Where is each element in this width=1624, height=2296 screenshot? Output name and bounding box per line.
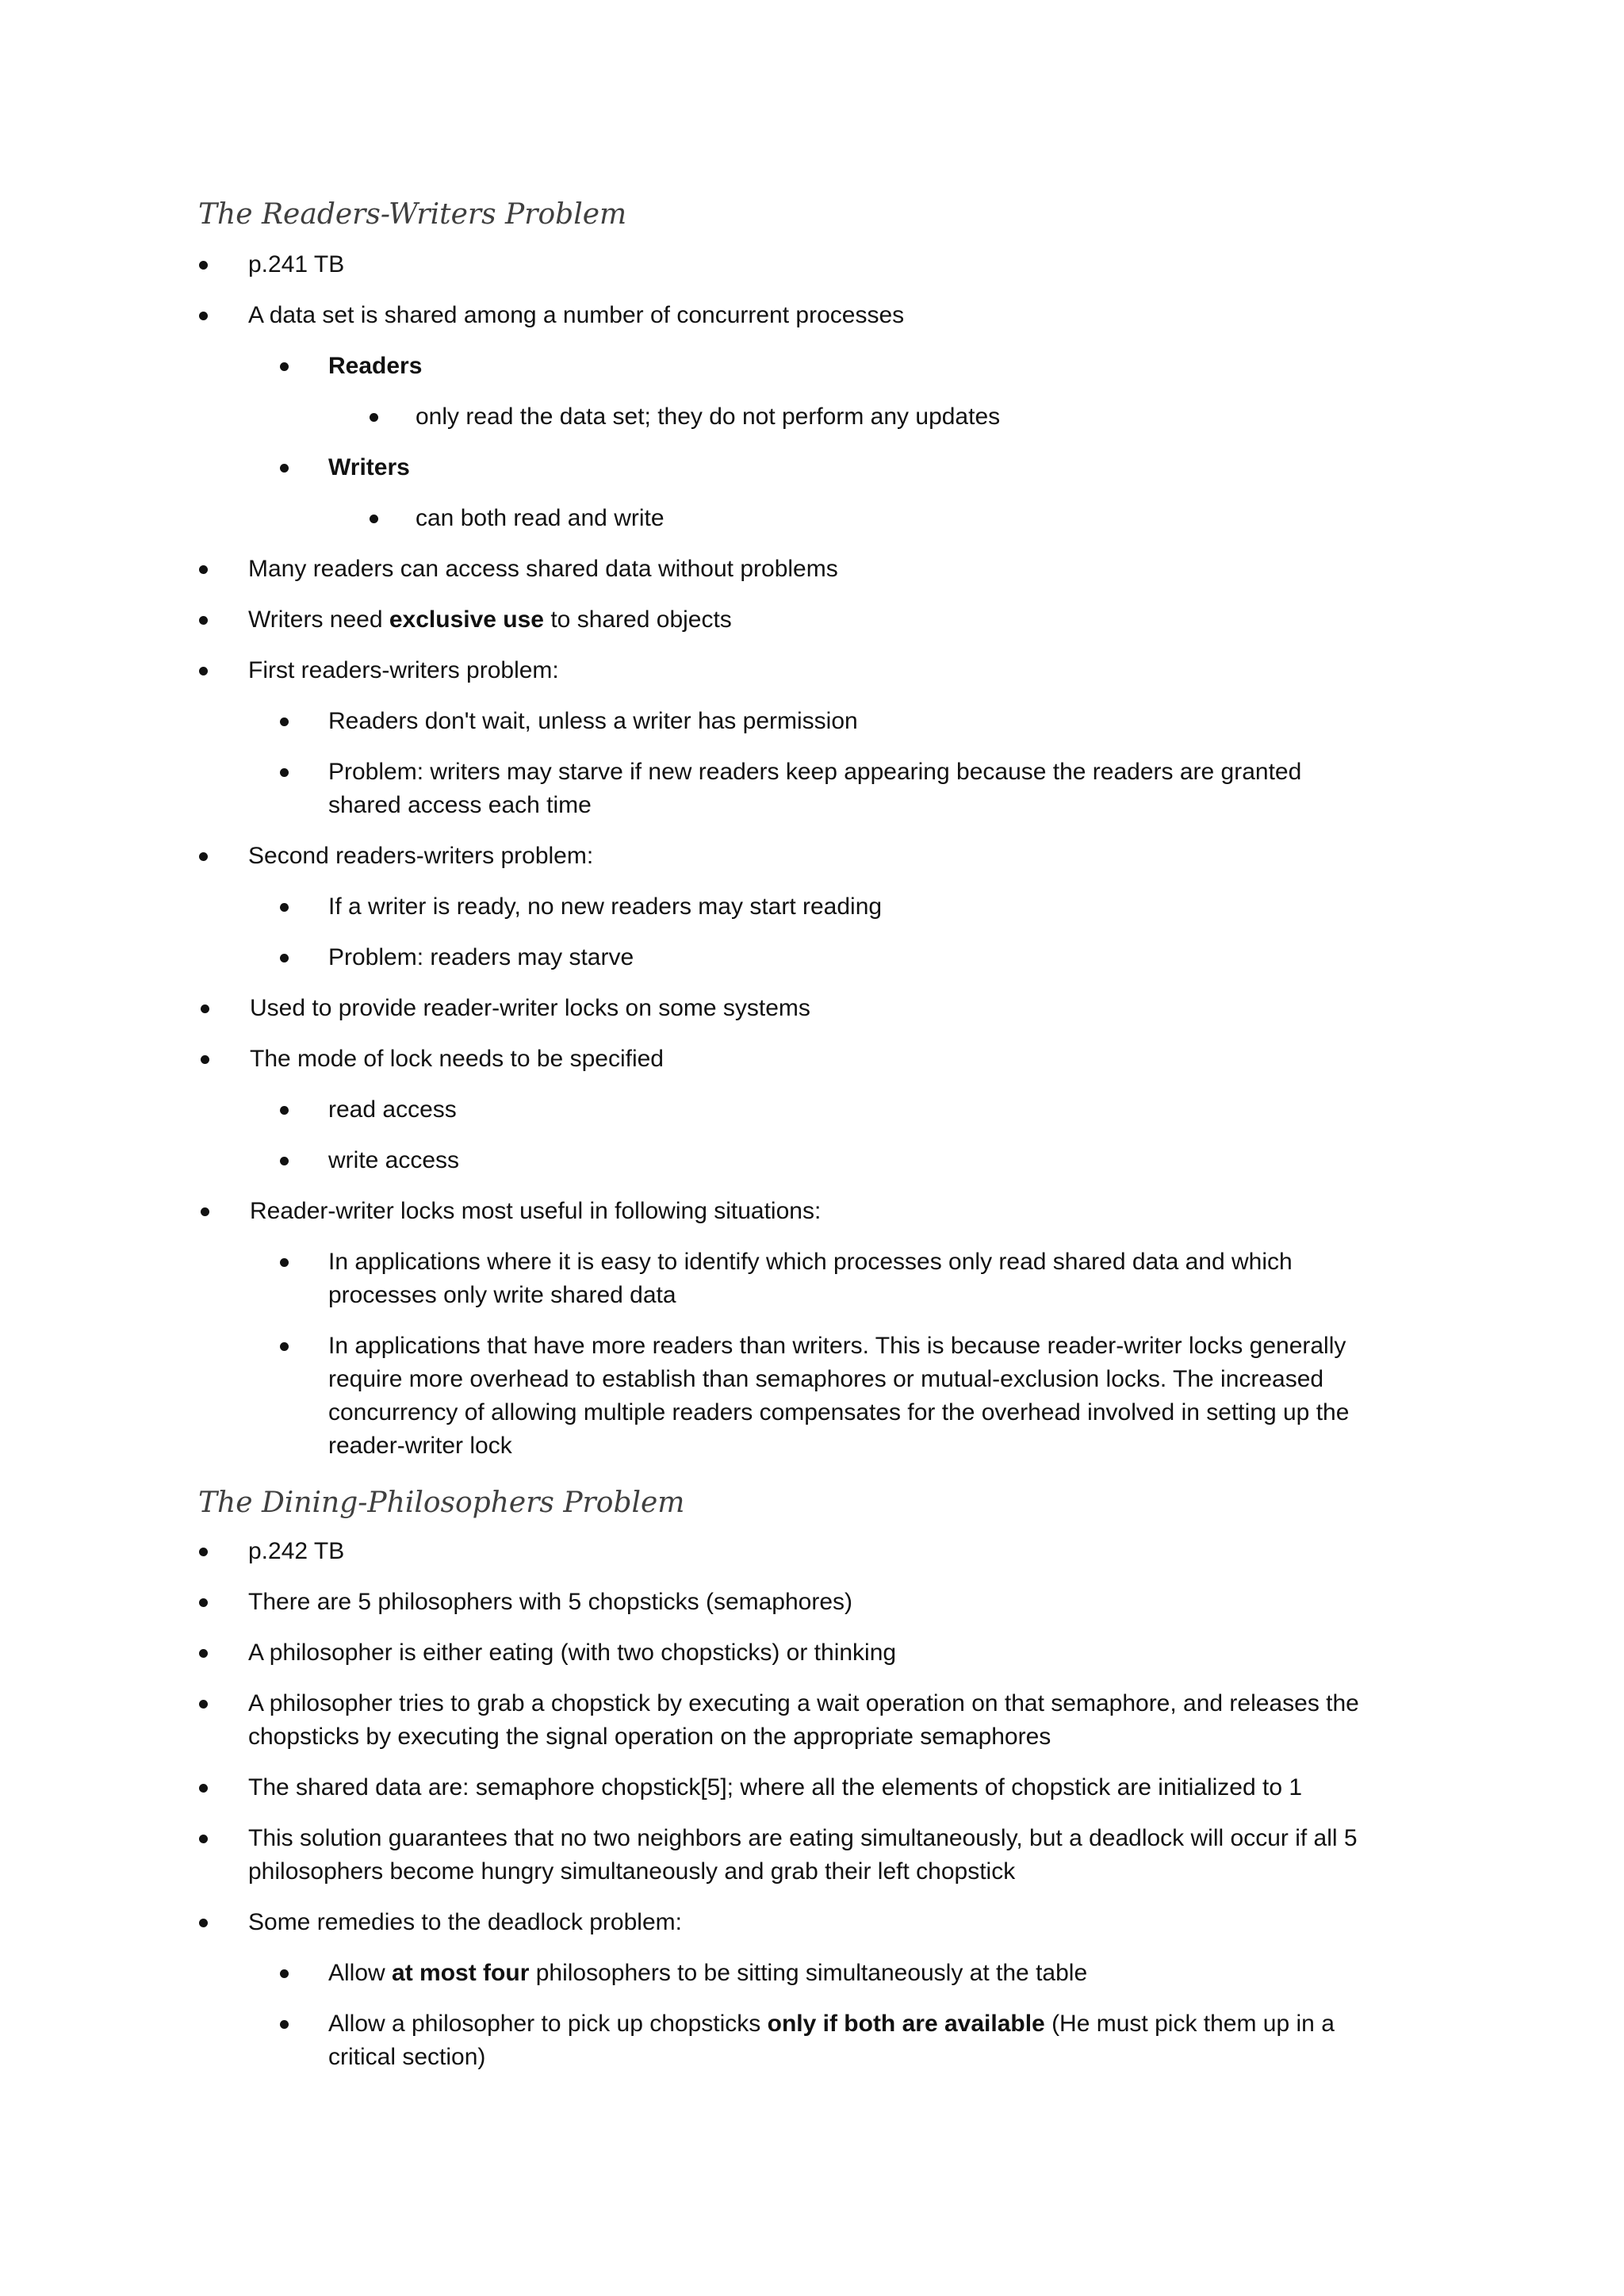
bullet-icon — [201, 1004, 209, 1013]
bullet-icon — [280, 2020, 289, 2029]
bullet-icon — [199, 1598, 208, 1607]
list-item: Writers — [328, 451, 410, 484]
list-item: If a writer is ready, no new readers may start reading — [328, 890, 882, 924]
bullet-icon — [199, 667, 208, 675]
list-item: Used to provide reader-writer locks on some systems — [250, 992, 810, 1025]
list-item: The mode of lock needs to be specified — [250, 1043, 664, 1076]
list-item: Many readers can access shared data without problems — [248, 553, 838, 586]
bullet-icon — [199, 1700, 208, 1709]
bullet-icon — [199, 1919, 208, 1927]
list-item: Reader-writer locks most useful in following situations: — [250, 1195, 821, 1228]
bullet-icon — [199, 1835, 208, 1843]
list-item: only read the data set; they do not perform any updates — [416, 400, 1000, 434]
section-heading-readers-writers: The Readers-Writers Problem — [198, 198, 627, 231]
list-item: A philosopher tries to grab a chopstick by executing a wait operation on that semaphore, and releases the chopsticks by executing the signal operation on the appropriate semaphores — [248, 1687, 1359, 1754]
list-item: First readers-writers problem: — [248, 654, 559, 687]
bullet-icon — [280, 954, 289, 962]
list-item: The shared data are: semaphore chopstick[5]; where all the elements of chopstick are initialized to 1 — [248, 1771, 1302, 1804]
bullet-icon — [199, 852, 208, 861]
list-item: There are 5 philosophers with 5 chopsticks (semaphores) — [248, 1586, 852, 1619]
list-item: This solution guarantees that no two neighbors are eating simultaneously, but a deadlock will occur if all 5 philosophers become hungry simultaneously and grab their left chopstick — [248, 1822, 1358, 1888]
list-item: In applications that have more readers than writers. This is because reader-writer locks generally require more overhead to establish than semaphores or mutual-exclusion locks. The increased concurrency of allowing multiple readers compensates for the overhead involved in setting up the reader-writer lock — [328, 1330, 1349, 1463]
bullet-icon — [280, 464, 289, 473]
list-item: Some remedies to the deadlock problem: — [248, 1906, 682, 1939]
list-item: p.241 TB — [248, 248, 344, 281]
bullet-icon — [280, 1157, 289, 1165]
bullet-icon — [370, 413, 378, 422]
list-item: read access — [328, 1093, 457, 1127]
bullet-icon — [199, 312, 208, 320]
bullet-icon — [199, 1784, 208, 1793]
bullet-icon — [199, 565, 208, 574]
bullet-icon — [280, 768, 289, 777]
section-heading-dining-philosophers: The Dining-Philosophers Problem — [198, 1487, 685, 1519]
list-item: Readers don't wait, unless a writer has permission — [328, 705, 858, 738]
list-item: A philosopher is either eating (with two chopsticks) or thinking — [248, 1636, 896, 1670]
bullet-icon — [280, 718, 289, 726]
bullet-icon — [199, 1649, 208, 1658]
bullet-icon — [370, 515, 378, 523]
list-item: Writers need exclusive use to shared objects — [248, 603, 732, 637]
bullet-icon — [280, 903, 289, 912]
bullet-icon — [280, 1106, 289, 1115]
list-item: can both read and write — [416, 502, 665, 535]
list-item: Allow at most four philosophers to be sitting simultaneously at the table — [328, 1957, 1087, 1990]
list-item: p.242 TB — [248, 1535, 344, 1568]
bullet-icon — [280, 362, 289, 371]
list-item: A data set is shared among a number of concurrent processes — [248, 299, 904, 332]
bullet-icon — [280, 1342, 289, 1351]
list-item: write access — [328, 1144, 459, 1177]
list-item: Readers — [328, 350, 422, 383]
bullet-icon — [201, 1055, 209, 1064]
list-item: In applications where it is easy to identify which processes only read shared data and which processes only write shared data — [328, 1246, 1293, 1312]
list-item: Problem: writers may starve if new readers keep appearing because the readers are granted shared access each time — [328, 756, 1301, 822]
list-item: Allow a philosopher to pick up chopsticks only if both are available (He must pick them up in a critical section) — [328, 2007, 1335, 2074]
list-item: Problem: readers may starve — [328, 941, 634, 974]
bullet-icon — [199, 261, 208, 270]
bullet-icon — [201, 1207, 209, 1216]
bullet-icon — [199, 616, 208, 625]
bullet-icon — [280, 1258, 289, 1267]
bullet-icon — [280, 1969, 289, 1978]
bullet-icon — [199, 1548, 208, 1556]
list-item: Second readers-writers problem: — [248, 840, 593, 873]
